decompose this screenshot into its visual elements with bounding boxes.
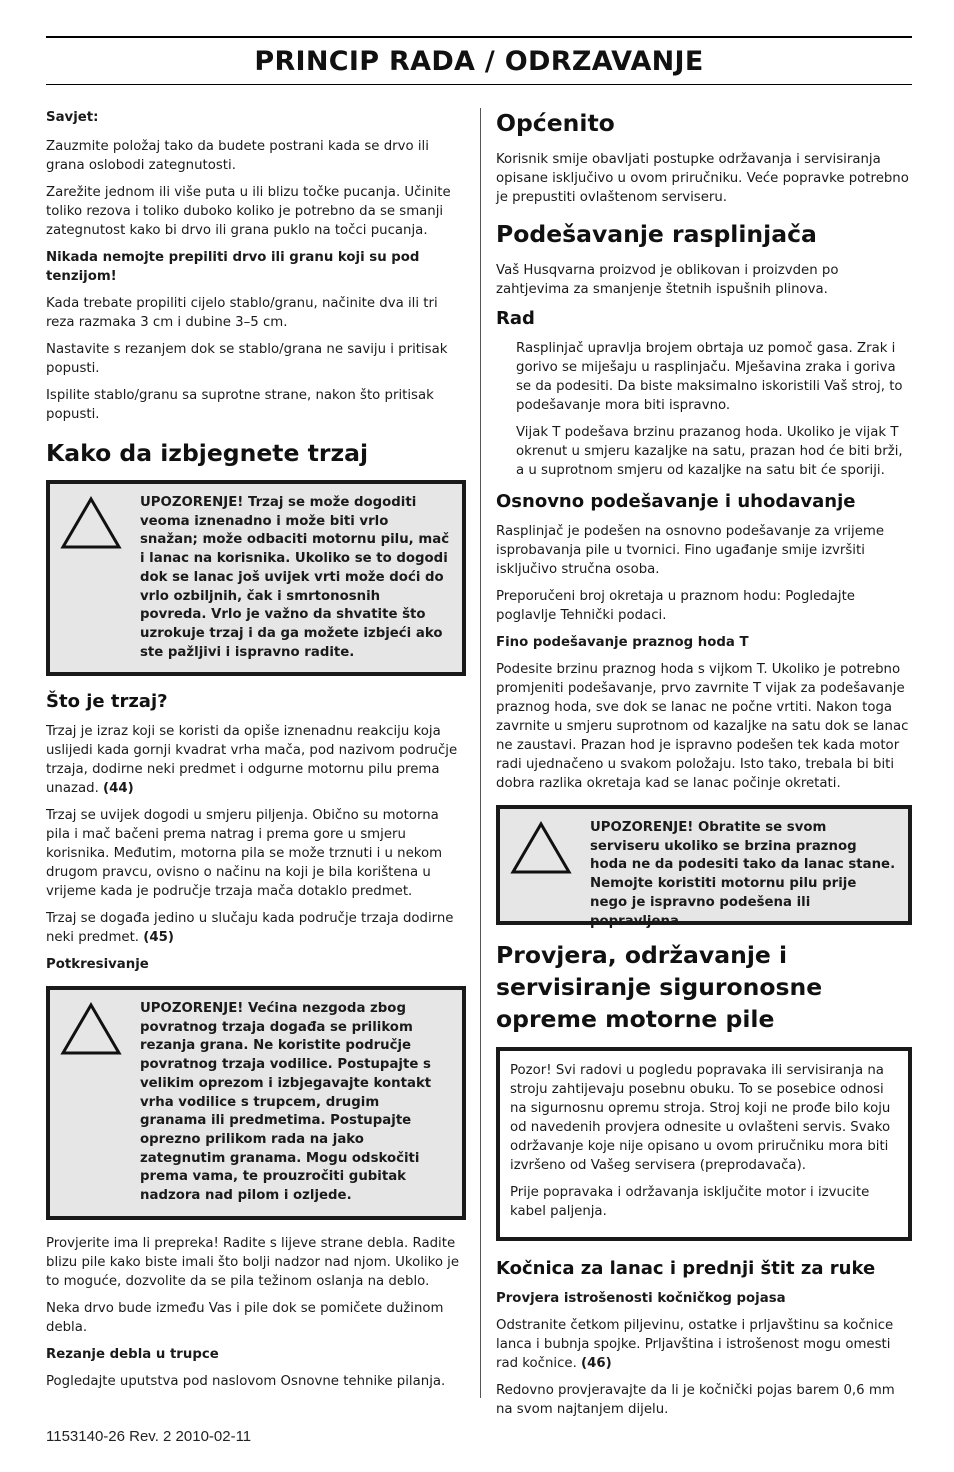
- column-divider: [480, 108, 481, 1398]
- warning-box-prazni-hod: [496, 805, 912, 929]
- warning-triangle-icon: [60, 494, 140, 660]
- left-paragraph-6: Ispilite stablo/granu sa suprotne strane, nakon što pritisak popusti.: [46, 388, 434, 422]
- warning-text-trzaj: UPOZORENJE! Trzaj se može dogoditi veoma iznenadno i može biti vrlo snažan; može odbaciti motornu pilu, mač i lanac na korisnika. Ukoliko se to dogodi dok se lanac još uvijek vrti može doći do vrlo ozbiljnih, čak i smrtonosnih povreda. Vrlo je važno da shvatite što uzrokuje trzaj i da ga možete izbjeći ako ste pažljivi i ispravno radite.: [140, 495, 450, 660]
- right-paragraph-7: Podesite brzinu praznog hoda s vijkom T. Ukoliko je potrebno promjeniti podešavanje, prvo zavrnite T vijak za podešavanje praznog hoda, sve dok se lanac ne počne vrtiti. Nakon toga zavrnite u smjeru suprotnom od kazaljke na satu dok se lanac ne zaustavi. Prazan hod je ispravno podešen tek kada motor radi ujednačeno u svakom položaju. Isto tako, trebala bi biti dobra razlika okretaja kad se lanac počinje okretati.: [496, 662, 909, 791]
- right-paragraph-8: [496, 1316, 912, 1373]
- left-paragraph-12: Pogledajte uputstva pod naslovom Osnovne tehnike pilanja.: [46, 1374, 446, 1389]
- left-paragraph-11: Neka drvo bude između Vas i pile dok se pomičete dužinom debla.: [46, 1301, 444, 1335]
- subheading-potkresivanje: Potkresivanje: [46, 957, 149, 972]
- note-box-pozor: [496, 1047, 912, 1241]
- page-header: [46, 36, 912, 85]
- heading-provjera-odrzavanje: Provjera, održavanje i servisiranje siguronosne opreme motorne pile: [496, 941, 823, 1033]
- left-column: [46, 108, 466, 1399]
- page-footer: 1153140-26 Rev. 2 2010-02-11: [46, 1428, 252, 1445]
- left-paragraph-3-bold: Nikada nemojte prepiliti drvo ili granu koji su pod tenzijom!: [46, 250, 420, 284]
- left-paragraph-5: Nastavite s rezanjem dok se stablo/grana ne saviju i pritisak popusti.: [46, 342, 448, 376]
- figure-ref-46: (46): [581, 1356, 612, 1371]
- heading-rad: Rad: [496, 308, 535, 329]
- left-paragraph-1: Zauzmite položaj tako da budete postrani kada se drvo ili grana oslobodi zategnutosti.: [46, 139, 429, 173]
- warning-text-prazni-hod: UPOZORENJE! Obratite se svom serviseru ukoliko se brzina praznog hoda ne da podesiti tako da lanac stane. Nemojte koristiti motornu pilu prije nego je ispravno podešena ili popravljena.: [590, 820, 896, 929]
- right-paragraph-6: Preporučeni broj okretaja u praznom hodu: Pogledajte poglavlje Tehnički podaci.: [496, 589, 855, 623]
- left-paragraph-8: Trzaj se uvijek dogodi u smjeru piljenja. Obično su motorna pila i mač bačeni prema natrag i prema gore u smjeru korisnika. Međutim, motorna pila se može trznuti i u nekom drugom pravcu, ovisno o načinu na koji je bila korištena u vrijeme kada je područje trzaja mača dotaklo predmet.: [46, 808, 443, 899]
- left-paragraph-10: Provjerite ima li prepreka! Radite s lijeve strane debla. Radite blizu pile kako biste imali što bolji nadzor nad njom. Ukoliko je to moguće, dozvolite da se pila težinom oslanja na deblo.: [46, 1236, 460, 1289]
- right-paragraph-2: Vaš Husqvarna proizvod je oblikovan i proizvden po zahtjevima za smanjenje štetnih ispušnih plinova.: [496, 263, 839, 297]
- warning-triangle-icon: [60, 1000, 140, 1204]
- heading-podesavanje-rasplinjaca: Podešavanje rasplinjača: [496, 220, 817, 248]
- warning-box-trzaj: [46, 480, 466, 676]
- heading-kocnica-za-lanac: Kočnica za lanac i prednji štit za ruke: [496, 1258, 876, 1279]
- warning-text-potkresivanje: UPOZORENJE! Većina nezgoda zbog povratnog trzaja događa se prilikom rezanja grana. Ne koristite područje povratnog trzaja vodilice. Postupajte s velikim oprezom i izbjegavajte kontakt vrha vodilice s trupcem, drugim granama ili predmetima. Postupajte oprezno prilikom rada na jako zategnutim granama. Mogu odskočiti prema vama, te prouzročiti gubitak nadzora nad pilom i ozljede.: [140, 1001, 432, 1204]
- left-paragraph-9-text: Trzaj se događa jedino u slučaju kada područje trzaja dodirne neki predmet.: [46, 911, 454, 945]
- figure-ref-44: (44): [103, 781, 134, 796]
- note-paragraph-1: Pozor! Svi radovi u pogledu popravaka ili servisiranja na stroju zahtijevaju posebnu obuku. To se posebice odnosi na sigurnosnu opremu stroja. Stroj koji ne prođe bilo koju od navedenih provjera odnesite u ovlašteni servis. Svako održavanje koje nije opisano u ovom priručniku mora biti izvršeno od Vašeg servisera (preprodavača).: [510, 1063, 891, 1173]
- heading-opcenito: Općenito: [496, 109, 615, 137]
- right-paragraph-4: Vijak T podešava brzinu prazanog hoda. Ukoliko je vijak T okrenut u smjeru kazaljke na satu, prazan hod će biti brži, a u suprotnom smjeru od kazaljke na satu bit će sporiji.: [516, 425, 903, 478]
- right-paragraph-9: Redovno provjeravajte da li je kočnički pojas barem 0,6 mm na svom najtanjem dijelu.: [496, 1383, 895, 1417]
- right-paragraph-3: Rasplinjač upravlja brojem obrtaja uz pomoč gasa. Zrak i gorivo se miješaju u rasplinjaču. Mješavina zraka i goriva se da podesiti. Da biste maksimalno iskoristili Vaš stroj, to podešavanje mora biti ispravno.: [516, 341, 903, 413]
- note-paragraph-2: Prije popravaka i održavanja isključite motor i izvucite kabel paljenja.: [510, 1185, 870, 1219]
- subheading-fino-podesavanje: Fino podešavanje praznog hoda T: [496, 635, 749, 650]
- right-paragraph-1: Korisnik smije obavljati postupke održavanja i servisiranja opisane isključivo u ovom priručniku. Veće popravke potrebno je prepustiti ovlaštenom serviseru.: [496, 152, 909, 205]
- left-paragraph-2: Zarežite jednom ili više puta u ili blizu točke pucanja. Učinite toliko rezova i toliko duboko koliko je potrebno da se smanji zategnutost kako bi drvo ili grana puklo na točci pucanja.: [46, 185, 451, 238]
- savjet-label: Savjet:: [46, 110, 99, 125]
- right-column: [496, 108, 912, 1427]
- warning-triangle-icon: [510, 819, 590, 909]
- right-paragraph-8-text: Odstranite četkom piljevinu, ostatke i prljavštinu sa kočnice lanca i bubnja spojke. Prljavština i istrošenost mogu omesti rad kočnice.: [496, 1318, 894, 1371]
- left-paragraph-9: [46, 909, 466, 947]
- right-paragraph-5: Rasplinjač je podešen na osnovno podešavanje za vrijeme isprobavanja pile u tvornici. Fino ugađanje smije izvršiti isključivo stručna osoba.: [496, 524, 885, 577]
- left-paragraph-7-text: Trzaj je izraz koji se koristi da opiše iznenadnu reakciju koja uslijedi kada gornji kvadrat vrha mača, pod nazivom područje trzaja, dodirne neki predmet i odgurne motornu pilu prema unazad.: [46, 724, 458, 796]
- left-paragraph-4: Kada trebate propiliti cijelo stablo/granu, načinite dva ili tri reza razmaka 3 cm i dubine 3–5 cm.: [46, 296, 438, 330]
- subheading-rezanje-debla: Rezanje debla u trupce: [46, 1347, 219, 1362]
- heading-sto-je-trzaj: Što je trzaj?: [46, 691, 168, 712]
- heading-kako-izbjegnete-trzaj: Kako da izbjegnete trzaj: [46, 439, 369, 467]
- figure-ref-45: (45): [143, 930, 174, 945]
- left-paragraph-7: [46, 722, 466, 798]
- page-title: PRINCIP RADA / ODRZAVANJE: [254, 45, 704, 77]
- heading-osnovno-podesavanje: Osnovno podešavanje i uhodavanje: [496, 491, 856, 512]
- subheading-provjera-pojasa: Provjera istrošenosti kočničkog pojasa: [496, 1291, 786, 1306]
- warning-box-potkresivanje: [46, 986, 466, 1220]
